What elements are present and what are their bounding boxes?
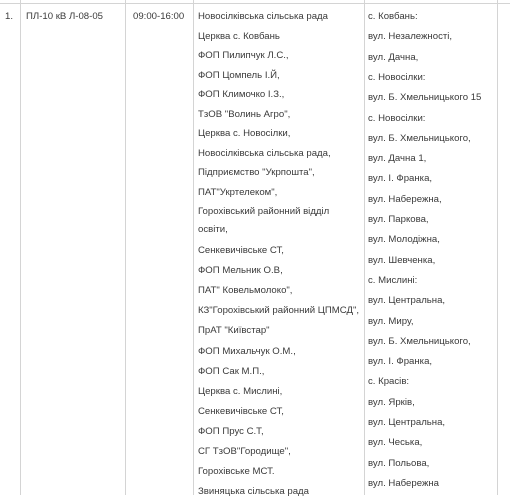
list-item: Горохівський районний відділ <box>198 206 330 217</box>
list-item: Церква с. Ковбань <box>198 31 280 42</box>
column-divider <box>125 0 126 495</box>
list-item: вул. Центральна, <box>368 417 446 428</box>
list-item: вул. І. Франка, <box>368 356 433 367</box>
list-item: освіти, <box>198 224 228 235</box>
list-item: с. Мислині: <box>368 275 418 286</box>
list-item: ПАТ"Укртелеком", <box>198 187 278 198</box>
list-item: ФОП Прус С.Т, <box>198 426 264 437</box>
list-item: вул. Б. Хмельницького, <box>368 336 471 347</box>
list-item: вул. Центральна, <box>368 295 446 306</box>
list-item: ФОП Михальчук О.М., <box>198 346 296 357</box>
list-item: ФОП Климочко І.З., <box>198 89 285 100</box>
list-item: вул. Б. Хмельницького, <box>368 133 471 144</box>
list-item: вул. Незалежності, <box>368 31 453 42</box>
list-item: вул. Дачна 1, <box>368 153 427 164</box>
list-item: Новосілківська сільська рада <box>198 11 328 22</box>
list-item: СГ ТзОВ"Городище", <box>198 446 291 457</box>
list-item: Церква с. Мислині, <box>198 386 283 397</box>
list-item: вул. Молодіжна, <box>368 234 440 245</box>
list-item: ПрАТ "Київстар" <box>198 325 270 336</box>
list-item: с. Ковбань: <box>368 11 418 22</box>
list-item: вул. Ярків, <box>368 397 415 408</box>
column-divider <box>20 0 21 495</box>
list-item: вул. Набережна <box>368 478 440 489</box>
list-item: Сенкевичівське СТ, <box>198 245 284 256</box>
list-item: ФОП Мельник О.В, <box>198 265 283 276</box>
outage-time: 09:00-16:00 <box>133 11 185 22</box>
list-item: вул. Дачна, <box>368 52 419 63</box>
row-number: 1. <box>5 11 14 22</box>
power-line-name: ПЛ-10 кВ Л-08-05 <box>26 11 104 22</box>
list-item: Церква с. Новосілки, <box>198 128 291 139</box>
list-item: с. Красів: <box>368 376 410 387</box>
list-item: с. Новосілки: <box>368 113 426 124</box>
list-item: Підприємство "Укрпошта", <box>198 167 315 178</box>
list-item: КЗ"Горохівський районний ЦПМСД", <box>198 305 360 316</box>
list-item: ТзОВ "Волинь Агро", <box>198 109 291 120</box>
list-item: ПАТ" Ковельмолоко", <box>198 285 293 296</box>
column-divider <box>193 0 194 495</box>
column-divider <box>497 0 498 495</box>
list-item: Звиняцька сільська рада <box>198 486 309 497</box>
list-item: вул. Шевченка, <box>368 255 436 266</box>
list-item: Сенкевичівське СТ, <box>198 406 284 417</box>
list-item: ФОП Цомпель І.Й, <box>198 70 280 81</box>
consumers-list <box>198 0 364 495</box>
list-item: вул. Чеська, <box>368 437 423 448</box>
list-item: вул. Польова, <box>368 458 430 469</box>
list-item: с. Новосілки: <box>368 72 426 83</box>
list-item: вул. І. Франка, <box>368 173 433 184</box>
list-item: Новосілківська сільська рада, <box>198 148 331 159</box>
list-item: вул. Паркова, <box>368 214 429 225</box>
list-item: ФОП Сак М.П., <box>198 366 265 377</box>
list-item: вул. Набережна, <box>368 194 442 205</box>
addresses-list <box>368 0 497 495</box>
list-item: ФОП Пилипчук Л.С., <box>198 50 289 61</box>
column-divider <box>364 0 365 495</box>
list-item: вул. Б. Хмельницького 15 <box>368 92 482 103</box>
list-item: Горохівське МСТ. <box>198 466 275 477</box>
list-item: вул. Миру, <box>368 316 414 327</box>
